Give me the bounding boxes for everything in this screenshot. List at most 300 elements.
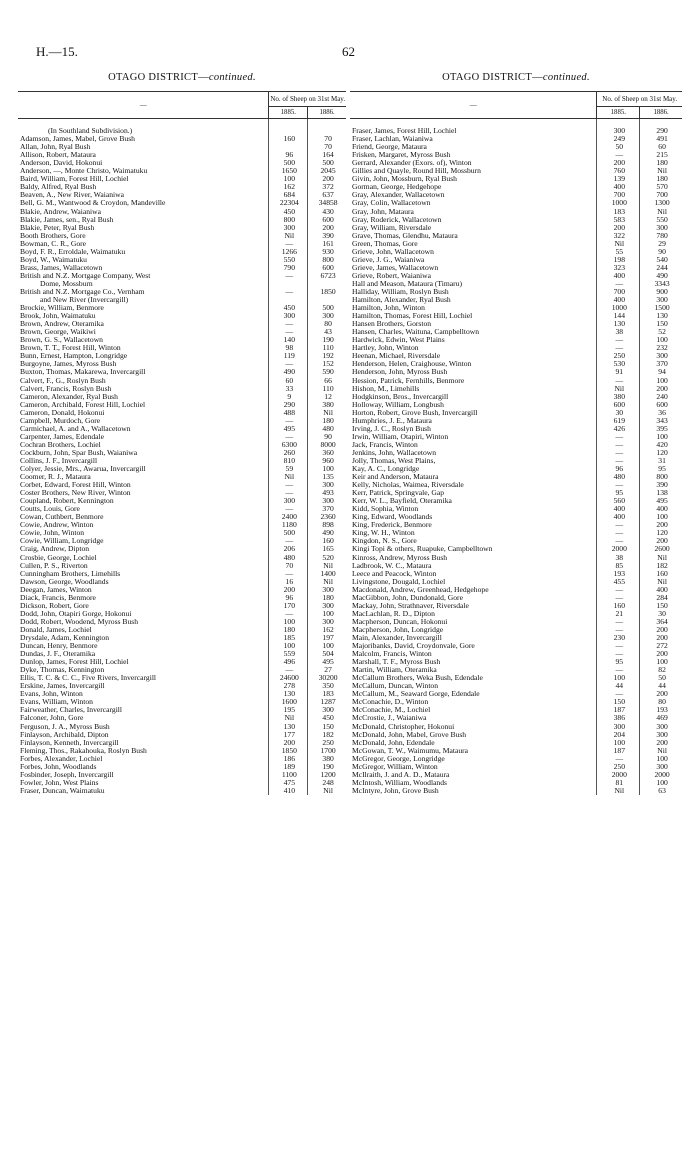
sheep-1886: 300	[640, 763, 682, 771]
table-row	[18, 481, 346, 489]
sheep-1886: 100	[640, 755, 682, 763]
table-row	[350, 473, 682, 481]
table-row	[350, 771, 682, 779]
sheep-1885: 200	[269, 586, 308, 594]
sheep-1885: 200	[597, 159, 640, 167]
owner-name: McCallum, Duncan, Winton	[352, 682, 439, 691]
sheep-1885: 198	[597, 256, 640, 264]
owner-name: McIntosh, William, Woodlands	[352, 778, 447, 787]
table-row	[350, 658, 682, 666]
sheep-1885: 230	[597, 634, 640, 642]
sheep-1885: —	[597, 666, 640, 674]
table-row	[350, 497, 682, 505]
sheep-1885: 2000	[597, 545, 640, 553]
sheep-1886: 250	[308, 739, 346, 747]
owner-name: Gillies and Quayle, Round Hill, Mossburn	[352, 167, 481, 176]
table-row	[350, 433, 682, 441]
sheep-1885: —	[269, 570, 308, 578]
table-row	[18, 151, 346, 159]
sheep-1886: 370	[640, 360, 682, 368]
owner-name: Blakie, Peter, Ryal Bush	[20, 223, 95, 232]
sheep-1886: Nil	[308, 578, 346, 586]
table-row	[18, 360, 346, 368]
table-row	[350, 304, 682, 312]
owner-name: Cockburn, John, Spar Bush, Waianiwa	[20, 448, 138, 457]
owner-name: Boyd, W., Waimatuku	[20, 255, 87, 264]
table-row	[18, 216, 346, 224]
table-row	[18, 529, 346, 537]
sheep-1886: 380	[308, 755, 346, 763]
sheep-1886: 197	[308, 634, 346, 642]
sheep-1885: 1850	[269, 747, 308, 755]
sheep-1886: 100	[640, 658, 682, 666]
owner-name: McGowan, T. W., Waimumu, Mataura	[352, 746, 469, 755]
table-row	[18, 191, 346, 199]
sheep-1885: 30	[597, 409, 640, 417]
owner-name: McGregor, William, Winton	[352, 762, 438, 771]
table-row	[350, 489, 682, 497]
sheep-1885: —	[597, 642, 640, 650]
sheep-1886: 30200	[308, 674, 346, 682]
owner-name: Livingstone, Dougald, Lochiel	[352, 577, 446, 586]
sheep-1886: 780	[640, 232, 682, 240]
table-row	[350, 586, 682, 594]
sheep-1885: —	[597, 690, 640, 698]
owner-name: Henderson, Helen, Craighouse, Winton	[352, 360, 472, 369]
sheep-1886: 152	[308, 360, 346, 368]
owner-name: Coupland, Robert, Kennington	[20, 497, 114, 506]
owner-name: McCallum, M., Seaward Gorge, Edendale	[352, 690, 480, 699]
owner-name: Horton, Robert, Grove Bush, Invercargill	[352, 408, 478, 417]
table-row	[18, 224, 346, 232]
owner-name: Dodd, John, Otapiri Gorge, Hokonui	[20, 609, 132, 618]
owner-name: Mackay, John, Strathnaver, Riversdale	[352, 601, 469, 610]
owner-name: Craig, Andrew, Dipton	[20, 545, 90, 554]
owner-name: Dyke, Thomas, Kennington	[20, 666, 105, 675]
sheep-1885: 490	[269, 368, 308, 376]
sheep-1885: 583	[597, 216, 640, 224]
table-row	[350, 545, 682, 553]
owner-name: Erskine, James, Invercargill	[20, 682, 105, 691]
table-row	[350, 127, 682, 135]
owner-name: Ladbrook, W. C., Mataura	[352, 561, 432, 570]
table-row	[350, 183, 682, 191]
sheep-1886: 31	[640, 457, 682, 465]
table-row	[18, 586, 346, 594]
table-row	[18, 457, 346, 465]
sheep-1886: 60	[640, 143, 682, 151]
sheep-1885: 130	[597, 320, 640, 328]
sheep-1886: 120	[640, 529, 682, 537]
sheep-1886: 190	[308, 763, 346, 771]
sheep-1885: —	[597, 481, 640, 489]
table-row	[18, 143, 346, 151]
owner-name: Majoribanks, David, Croydonvale, Gore	[352, 642, 475, 651]
sheep-1885: —	[597, 280, 640, 288]
sheep-1886: 1700	[308, 747, 346, 755]
table-row	[18, 545, 346, 553]
sheep-1886: 183	[308, 690, 346, 698]
table-row	[18, 513, 346, 521]
sheep-1885: 200	[269, 739, 308, 747]
owner-name: Jenkins, John, Wallacetown	[352, 448, 437, 457]
sheep-1885: 380	[597, 393, 640, 401]
sheep-1885: 6300	[269, 441, 308, 449]
table-row	[350, 288, 682, 296]
sheep-1885: —	[597, 529, 640, 537]
sheep-1885: 475	[269, 779, 308, 787]
owner-name: McDonald, Christopher, Hokonui	[352, 722, 455, 731]
owner-name: McCrostie, J., Waianiwa	[352, 714, 427, 723]
table-row	[350, 191, 682, 199]
table-row	[350, 401, 682, 409]
table-row	[18, 248, 346, 256]
owner-name: Henderson, John, Myross Bush	[352, 368, 448, 377]
owner-name: and New River (Invercargill)	[40, 296, 129, 305]
sheep-1886: 180	[640, 159, 682, 167]
sheep-1886: 162	[308, 626, 346, 634]
sheep-1885: 322	[597, 232, 640, 240]
sheep-1886: 200	[640, 634, 682, 642]
table-row	[18, 554, 346, 562]
table-row	[350, 747, 682, 755]
sheep-1886: 372	[308, 183, 346, 191]
owner-name: Blakie, James, sen., Ryal Bush	[20, 215, 114, 224]
sheep-1886: 90	[308, 433, 346, 441]
owner-name: Grieve, John, Wallacetown	[352, 247, 434, 256]
table-row	[18, 578, 346, 586]
sheep-1885: 2400	[269, 513, 308, 521]
owner-name: Calvert, F., G., Roslyn Bush	[20, 376, 106, 385]
owner-name: Brown, T. T., Forest Hill, Winton	[20, 344, 121, 353]
sheep-1885: 204	[597, 731, 640, 739]
sheep-1886: 12	[308, 393, 346, 401]
table-row	[18, 505, 346, 513]
table-row	[18, 763, 346, 771]
table-row	[18, 698, 346, 706]
sheep-1886: 200	[640, 385, 682, 393]
owner-name: Duncan, Henry, Benmore	[20, 642, 98, 651]
sheep-1885: 386	[597, 714, 640, 722]
sheep-1886: 150	[640, 602, 682, 610]
sheep-1886: 272	[640, 642, 682, 650]
table-row	[350, 417, 682, 425]
table-row	[350, 280, 682, 288]
owner-name: Hodgkinson, Bros., Invercargill	[352, 392, 449, 401]
sheep-1886: 300	[308, 602, 346, 610]
owner-name: Booth Brothers, Gore	[20, 231, 86, 240]
district-suffix: continued.	[542, 72, 590, 83]
owner-name: Kingdon, N. S., Gore	[352, 537, 417, 546]
sheep-1886: 95	[640, 465, 682, 473]
owner-name: Brown, Andrew, Oteramika	[20, 320, 104, 329]
sheep-1886: 8000	[308, 441, 346, 449]
table-row	[350, 159, 682, 167]
table-row	[18, 425, 346, 433]
owner-name: Givin, John, Mossburn, Ryal Bush	[352, 175, 457, 184]
table-row	[350, 409, 682, 417]
sheep-1885: —	[269, 481, 308, 489]
table-row	[350, 610, 682, 618]
sheep-1886: Nil	[308, 562, 346, 570]
sheep-1885: 162	[269, 183, 308, 191]
owner-name: Kerr, W. L., Bayfield, Oteramika	[352, 497, 452, 506]
sheep-1886: 52	[640, 328, 682, 336]
sheep-1886: 300	[308, 497, 346, 505]
sheep-1885: —	[269, 610, 308, 618]
sheep-1886: 2360	[308, 513, 346, 521]
table-row	[18, 352, 346, 360]
sheep-1885: 22304	[269, 199, 308, 207]
owner-name: Cowie, Andrew, Winton	[20, 521, 94, 530]
sheep-1885: Nil	[597, 240, 640, 248]
sheep-1886: 1850	[308, 288, 346, 296]
sheep-1885: Nil	[269, 473, 308, 481]
sheep-1886: 343	[640, 417, 682, 425]
district-suffix: continued.	[208, 72, 256, 83]
owner-name: Deegan, James, Winton	[20, 585, 92, 594]
sheep-1886: 100	[308, 465, 346, 473]
sheep-1885: 55	[597, 248, 640, 256]
owner-name: Finlayson, Archibald, Dipton	[20, 730, 109, 739]
table-row	[350, 360, 682, 368]
table-row	[18, 497, 346, 505]
owner-name: Adamson, James, Mabel, Grove Bush	[20, 135, 135, 144]
sheep-1886: 390	[308, 232, 346, 240]
table-row	[18, 208, 346, 216]
sheep-1885: 100	[597, 739, 640, 747]
table-row	[350, 634, 682, 642]
table-row	[350, 441, 682, 449]
owner-name: Kelly, Nicholas, Waimea, Riversdale	[352, 481, 464, 490]
sheep-1886: 495	[640, 497, 682, 505]
owner-name: Ferguson, J. A., Myross Bush	[20, 722, 110, 731]
sheep-1886: 150	[308, 723, 346, 731]
table-row	[18, 183, 346, 191]
sheep-1885: 500	[269, 529, 308, 537]
sheep-1885: —	[597, 626, 640, 634]
sheep-1885: 24600	[269, 674, 308, 682]
owner-name: Evans, John, Winton	[20, 690, 83, 699]
sheep-1886: 190	[308, 336, 346, 344]
sheep-1886: 110	[308, 344, 346, 352]
sheep-1886: 600	[308, 264, 346, 272]
sheep-1885: —	[269, 666, 308, 674]
sheep-1886: 504	[308, 650, 346, 658]
sheep-1886: 66	[308, 377, 346, 385]
sheep-1886: 94	[640, 368, 682, 376]
owner-name: Cowie, William, Longridge	[20, 537, 104, 546]
owner-name: MacLachlan, R. D., Dipton	[352, 609, 435, 618]
owner-name: Falconer, John, Gore	[20, 714, 84, 723]
table-row	[18, 650, 346, 658]
sheep-1885: —	[597, 336, 640, 344]
owner-name: Kay, A. C., Longridge	[352, 465, 420, 474]
sheep-1886: Nil	[640, 747, 682, 755]
sheep-1885: 140	[269, 336, 308, 344]
sheep-1886: 232	[640, 344, 682, 352]
sheep-1885: —	[269, 272, 308, 280]
sheep-1886: 180	[640, 175, 682, 183]
table-row	[350, 248, 682, 256]
sheep-1885: 530	[597, 360, 640, 368]
sheep-1885: —	[269, 328, 308, 336]
sheep-1886: 360	[308, 449, 346, 457]
year-1886-header: 1886.	[308, 107, 346, 119]
sheep-1885: 300	[269, 497, 308, 505]
table-row	[18, 747, 346, 755]
owner-name: Drysdale, Adam, Kennington	[20, 634, 110, 642]
sheep-1886: 160	[308, 537, 346, 545]
sheep-1885: 249	[597, 135, 640, 143]
owner-name: Grieve, James, Wallacetown	[352, 263, 439, 272]
sheep-1886: 700	[640, 191, 682, 199]
sheep-1886: 100	[640, 513, 682, 521]
name-column-header: —	[18, 92, 269, 119]
sheep-1885: 96	[597, 465, 640, 473]
sheep-1886: 29	[640, 240, 682, 248]
owner-name: Cameron, Donald, Hokonui	[20, 408, 105, 417]
sheep-1886: 200	[308, 224, 346, 232]
sheep-1886: 100	[308, 642, 346, 650]
sheep-1885: —	[597, 594, 640, 602]
sheep-1886: 900	[640, 288, 682, 296]
table-row	[350, 578, 682, 586]
sheep-1885: 96	[269, 594, 308, 602]
sheep-1886: 164	[308, 151, 346, 159]
owner-name: Hansen Brothers, Gorston	[352, 320, 432, 329]
sheep-1886: 290	[640, 127, 682, 135]
table-row	[18, 642, 346, 650]
sheep-1885: —	[269, 288, 308, 296]
sheep-1885: 410	[269, 787, 308, 795]
sheep-1885: 100	[269, 175, 308, 183]
table-row	[18, 304, 346, 312]
table-row	[350, 449, 682, 457]
sheep-1885: 250	[597, 763, 640, 771]
table-row	[18, 666, 346, 674]
table-row	[18, 682, 346, 690]
table-row	[18, 570, 346, 578]
table-row	[350, 352, 682, 360]
sheep-1886: 180	[308, 594, 346, 602]
table-row	[18, 755, 346, 763]
sheep-1886: 200	[640, 521, 682, 529]
owner-name: MacGibbon, John, Dundonald, Gore	[352, 593, 463, 602]
sheep-1886: 930	[308, 248, 346, 256]
table-row	[18, 739, 346, 747]
sheep-1885: 300	[597, 723, 640, 731]
sheep-1885: 91	[597, 368, 640, 376]
owner-name: Gray, Alexander, Wallacetown	[352, 191, 445, 200]
sheep-1886	[308, 296, 346, 304]
table-row	[18, 368, 346, 376]
sheep-1886: 200	[308, 175, 346, 183]
sheep-1886: 100	[308, 610, 346, 618]
owner-name: Gerrard, Alexander (Exors. of), Winton	[352, 159, 472, 168]
sheep-1886: 300	[640, 723, 682, 731]
sheep-1886: 2045	[308, 167, 346, 175]
table-row	[18, 714, 346, 722]
sheep-1886: 63	[640, 787, 682, 795]
sheep-1886: 82	[640, 666, 682, 674]
sheep-1885: 619	[597, 417, 640, 425]
owner-name: Jolly, Thomas, West Plains,	[352, 456, 436, 465]
sheep-1886: 300	[308, 706, 346, 714]
sheep-1885: 139	[597, 175, 640, 183]
owner-name: Dodd, Robert, Woodend, Myross Bush	[20, 617, 139, 626]
owner-name: Collins, J. F., Invercargill	[20, 456, 98, 465]
owner-name: Beaven, A., New River, Waianiwa	[20, 191, 124, 200]
sheep-1886: 200	[640, 626, 682, 634]
sheep-1885: 50	[597, 143, 640, 151]
owner-name: Cowan, Cuthbert, Benmore	[20, 513, 104, 522]
sheep-1886: 130	[640, 312, 682, 320]
table-row	[18, 562, 346, 570]
table-row	[350, 296, 682, 304]
owner-name: Crosbie, George, Lochiel	[20, 553, 97, 562]
owner-name: Kingi Topi & others, Ruapuke, Campbelltown	[352, 545, 493, 554]
owner-name: Carpenter, James, Edendale	[20, 432, 105, 441]
sheep-1886: 90	[640, 248, 682, 256]
sheep-1885: —	[597, 449, 640, 457]
table-row	[350, 521, 682, 529]
owner-name: Baird, William, Forest Hill, Lochiel	[20, 175, 129, 184]
table-row	[18, 256, 346, 264]
sheep-1885: 278	[269, 682, 308, 690]
sheep-1886: 138	[640, 489, 682, 497]
sheep-1886: 300	[308, 312, 346, 320]
sheep-1886: 182	[640, 562, 682, 570]
left-column	[18, 72, 346, 795]
sheep-1886: 590	[308, 368, 346, 376]
owner-name: Frisken, Margaret, Myross Bush	[352, 151, 451, 160]
owner-name: Fraser, Duncan, Waimatuku	[20, 786, 105, 795]
owner-name: Fowler, John, West Plains	[20, 778, 99, 787]
sheep-1886: 420	[640, 441, 682, 449]
sheep-1886: 500	[308, 304, 346, 312]
sheep-1885: —	[597, 650, 640, 658]
table-row	[18, 167, 346, 175]
owner-name: Hardwick, Edwin, West Plains	[352, 336, 445, 345]
owner-name: King, Frederick, Benmore	[352, 521, 432, 530]
year-1886-header: 1886.	[640, 107, 682, 119]
sheep-1886: 135	[308, 473, 346, 481]
owner-name: Baldy, Alfred, Ryal Bush	[20, 183, 97, 192]
owner-name: Brook, John, Waimatuku	[20, 312, 96, 321]
owner-name: McDonald, John, Edendale	[352, 738, 435, 747]
owner-name: Hall and Meason, Mataura (Timaru)	[352, 279, 463, 288]
sheep-1885: 100	[269, 618, 308, 626]
sheep-1886: 1200	[308, 771, 346, 779]
owner-name: Dome, Mossburn	[40, 279, 93, 288]
sheep-1886: 300	[308, 618, 346, 626]
sheep-1886: 500	[308, 159, 346, 167]
sheep-1885: 1600	[269, 698, 308, 706]
table-row	[350, 344, 682, 352]
sheep-1885: 800	[269, 216, 308, 224]
table-row	[350, 143, 682, 151]
table-row	[18, 706, 346, 714]
owner-name: Ellis, T. C. & C. C., Five Rivers, Invercargill	[20, 674, 157, 683]
owner-name: Coutts, Louis, Gore	[20, 505, 80, 514]
owner-name: Cullen, P. S., Riverton	[20, 561, 88, 570]
sheep-1885: 455	[597, 578, 640, 586]
owner-name: Boyd, F. R., Erroldale, Waimatuku	[20, 247, 126, 256]
sheep-1885: 684	[269, 191, 308, 199]
sheep-1886: 161	[308, 240, 346, 248]
owner-name: Macpherson, John, Longridge	[352, 625, 444, 634]
